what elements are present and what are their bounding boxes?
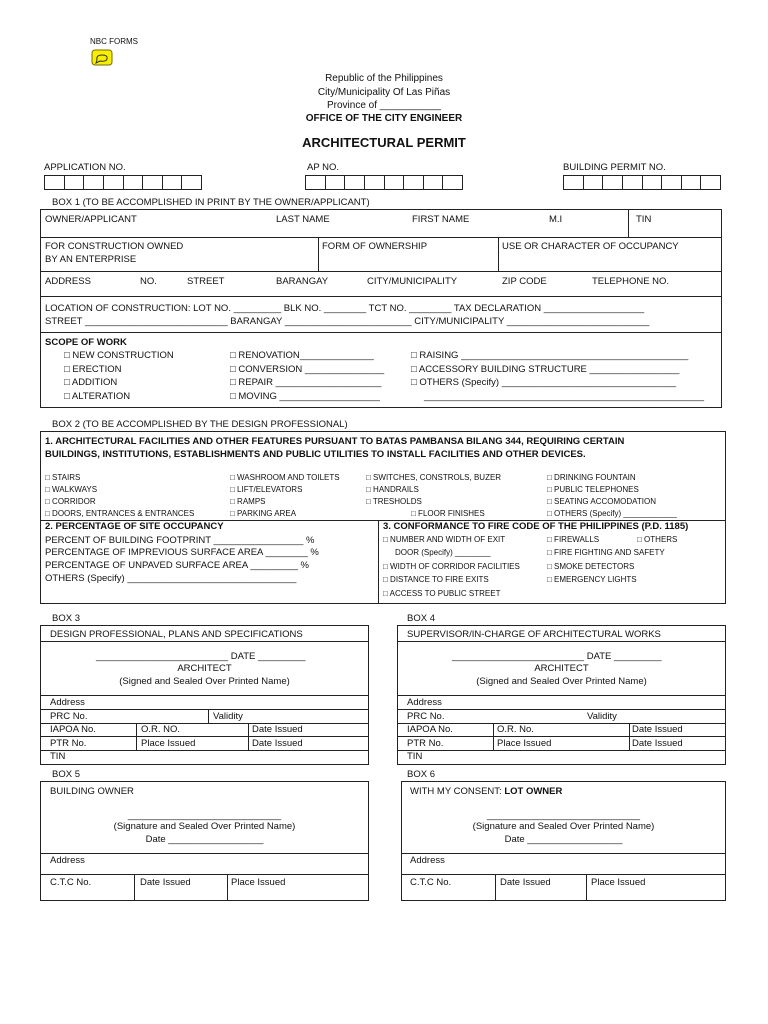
facility-washroom[interactable]: □ WASHROOM AND TOILETS (230, 473, 340, 482)
street-label[interactable]: STREET (187, 276, 225, 287)
facility-walkways[interactable]: □ WALKWAYS (45, 485, 98, 494)
box3-architect: ARCHITECT (177, 663, 232, 674)
box4-sign-line[interactable]: _________________________ DATE _________ (452, 651, 662, 662)
ap-no-label: AP NO. (307, 162, 340, 173)
facility-corridor[interactable]: □ CORRIDOR (45, 497, 96, 506)
box3-title: DESIGN PROFESSIONAL, PLANS AND SPECIFICATIONS (50, 629, 303, 640)
scope-new-construction[interactable]: □ NEW CONSTRUCTION (64, 350, 174, 361)
city-municipality-label[interactable]: CITY/MUNICIPALITY (367, 276, 458, 287)
impervious-field[interactable]: PERCENTAGE OF IMPREVIOUS SURFACE AREA ________ % (45, 547, 319, 558)
box1-heading: BOX 1 (TO BE ACCOMPLISHED IN PRINT BY THE OWNER/APPLICANT) (52, 197, 370, 208)
fire-firewalls[interactable]: □ FIREWALLS (547, 535, 600, 544)
scope-accessory[interactable]: □ ACCESSORY BUILDING STRUCTURE _________________ (411, 364, 680, 375)
box4-title: SUPERVISOR/IN-CHARGE OF ARCHITECTURAL WORKS (407, 629, 661, 640)
mi-label[interactable]: M.I (549, 214, 563, 225)
box3-or-no[interactable]: O.R. NO. (141, 724, 181, 735)
zip-code-label[interactable]: ZIP CODE (502, 276, 547, 287)
box5-date[interactable]: Date __________________ (145, 834, 264, 845)
box5-address[interactable]: Address (50, 855, 85, 866)
box4-iapoa-no[interactable]: IAPOA No. (407, 724, 453, 735)
section2-title: 2. PERCENTAGE OF SITE OCCUPANCY (45, 521, 224, 532)
facility-floor-finishes[interactable]: □ FLOOR FINISHES (411, 509, 485, 518)
scope-others[interactable]: □ OTHERS (Specify) _________________________________ (411, 377, 677, 388)
fire-distance-exits[interactable]: □ DISTANCE TO FIRE EXITS (383, 575, 489, 584)
box5-label: BOX 5 (52, 769, 80, 780)
office-text: OFFICE OF THE CITY ENGINEER (305, 113, 463, 124)
section3-title: 3. CONFORMANCE TO FIRE CODE OF THE PHILIPPINES (P.D. 1185) (383, 521, 689, 532)
box2-heading: BOX 2 (TO BE ACCOMPLISHED BY THE DESIGN PROFESSIONAL) (52, 419, 348, 430)
facility-handrails[interactable]: □ HANDRAILS (366, 485, 419, 494)
box5-ctc-no[interactable]: C.T.C No. (50, 877, 92, 888)
fire-exit-number[interactable]: □ NUMBER AND WIDTH OF EXIT (383, 535, 506, 544)
box3-prc-no[interactable]: PRC No. (50, 711, 88, 722)
box6-label: BOX 6 (407, 769, 435, 780)
use-character-label[interactable]: USE OR CHARACTER OF OCCUPANCY (502, 241, 679, 252)
location-line[interactable]: LOCATION OF CONSTRUCTION: LOT NO. _________ BLK NO. ________ TCT NO. ________ TAX DECLARATION ___________________ (45, 303, 645, 314)
fire-smoke-detectors[interactable]: □ SMOKE DETECTORS (547, 562, 635, 571)
construction-owned-label: FOR CONSTRUCTION OWNED (45, 241, 184, 252)
others-specify-field[interactable]: OTHERS (Specify) ________________________________ (45, 573, 297, 584)
fire-door-specify[interactable]: DOOR (Specify) ________ (395, 548, 491, 557)
scope-renovation[interactable]: □ RENOVATION______________ (230, 350, 374, 361)
fire-access-street[interactable]: □ ACCESS TO PUBLIC STREET (383, 589, 501, 598)
box6-address[interactable]: Address (410, 855, 445, 866)
box6-sign-line[interactable]: _____________________________ (486, 810, 641, 821)
facility-ramps[interactable]: □ RAMPS (230, 497, 266, 506)
box6-place-issued[interactable]: Place Issued (591, 877, 646, 888)
facility-seating[interactable]: □ SEATING ACCOMODATION (547, 497, 656, 506)
box4-prc-no[interactable]: PRC No. (407, 711, 445, 722)
box6-signature: (Signature and Sealed Over Printed Name) (472, 821, 655, 832)
box3-ptr-no[interactable]: PTR No. (50, 738, 87, 749)
facility-doors[interactable]: □ DOORS, ENTRANCES & ENTRANCES (45, 509, 195, 518)
tin-label[interactable]: TIN (636, 214, 652, 225)
facility-lift[interactable]: □ LIFT/ELEVATORS (230, 485, 303, 494)
owner-applicant-label: OWNER/APPLICANT (45, 214, 137, 225)
box4-address[interactable]: Address (407, 697, 442, 708)
last-name-label[interactable]: LAST NAME (276, 214, 330, 225)
box5-place-issued[interactable]: Place Issued (231, 877, 286, 888)
scope-moving[interactable]: □ MOVING ___________________ (230, 391, 380, 402)
republic-text: Republic of the Philippines (325, 73, 443, 84)
box3-label: BOX 3 (52, 613, 80, 624)
footprint-field[interactable]: PERCENT OF BUILDING FOOTPRINT _________________ % (45, 535, 315, 546)
province-text: Province of ___________ (327, 100, 441, 111)
box4-ptr-no[interactable]: PTR No. (407, 738, 444, 749)
box3-signed: (Signed and Sealed Over Printed Name) (119, 676, 290, 687)
box3-validity[interactable]: Validity (213, 711, 243, 722)
box4-label: BOX 4 (407, 613, 435, 624)
facility-parking[interactable]: □ PARKING AREA (230, 509, 297, 518)
scope-blank-line[interactable]: _____________________________________________________ (424, 391, 705, 402)
box4-tin[interactable]: TIN (407, 751, 423, 762)
first-name-label[interactable]: FIRST NAME (412, 214, 470, 225)
building-permit-no-input[interactable] (563, 175, 721, 190)
facility-drinking-fountain[interactable]: □ DRINKING FOUNTAIN (547, 473, 636, 482)
box5-signature: (Signature and Sealed Over Printed Name) (113, 821, 296, 832)
box6-date-issued[interactable]: Date Issued (500, 877, 551, 888)
box6-date[interactable]: Date __________________ (504, 834, 623, 845)
application-no-input[interactable] (44, 175, 202, 190)
fire-emergency-lights[interactable]: □ EMERGENCY LIGHTS (547, 575, 637, 584)
facility-others[interactable]: □ OTHERS (Specify) ____________ (547, 509, 677, 518)
ap-no-input[interactable] (305, 175, 463, 190)
building-permit-no-label: BUILDING PERMIT NO. (563, 162, 666, 173)
box6-ctc-no[interactable]: C.T.C No. (410, 877, 452, 888)
facility-public-telephones[interactable]: □ PUBLIC TELEPHONES (547, 485, 639, 494)
scope-repair[interactable]: □ REPAIR ____________________ (230, 377, 382, 388)
application-no-label: APPLICATION NO. (44, 162, 126, 173)
scope-alteration[interactable]: □ ALTERATION (64, 391, 131, 402)
comment-icon[interactable] (91, 49, 113, 71)
box3-sign-line[interactable]: _________________________ DATE _________ (96, 651, 306, 662)
section1-line1: 1. ARCHITECTURAL FACILITIES AND OTHER FEATURES PURSUANT TO BATAS PAMBANSA BILANG 344, REQUIRING CERTAIN (45, 436, 625, 447)
page-title: ARCHITECTURAL PERMIT (302, 135, 466, 150)
fire-fighting[interactable]: □ FIRE FIGHTING AND SAFETY (547, 548, 665, 557)
scope-addition[interactable]: □ ADDITION (64, 377, 118, 388)
box3-date-issued[interactable]: Date Issued (252, 724, 303, 735)
barangay-label[interactable]: BARANGAY (276, 276, 329, 287)
box3-tin[interactable]: TIN (50, 751, 66, 762)
scope-raising[interactable]: □ RAISING ___________________________________________ (411, 350, 689, 361)
scope-conversion[interactable]: □ CONVERSION _______________ (230, 364, 385, 375)
section1-line2: BUILDINGS, INSTITUTIONS, ESTABLISHMENTS AND PUBLIC UTILITIES TO INSTALL FACILITIES AND OTHER DEVICES. (45, 449, 586, 460)
box5-title: BUILDING OWNER (50, 786, 134, 797)
city-text: City/Municipality Of Las Piñas (317, 87, 451, 98)
form-of-ownership-label[interactable]: FORM OF OWNERSHIP (322, 241, 428, 252)
box3-ptr-date-issued[interactable]: Date Issued (252, 738, 303, 749)
facility-tresholds[interactable]: □ TRESHOLDS (366, 497, 422, 506)
box4-date-issued[interactable]: Date Issued (632, 724, 683, 735)
box5-sign-line[interactable]: _____________________________ (127, 810, 282, 821)
street-line[interactable]: STREET ___________________________ BARANGAY ________________________ CITY/MUNICIPALITY ___________________________ (45, 316, 650, 327)
box4-ptr-date-issued[interactable]: Date Issued (632, 738, 683, 749)
by-enterprise-label: BY AN ENTERPRISE (45, 254, 137, 265)
box6-title: WITH MY CONSENT: LOT OWNER (410, 786, 563, 797)
telephone-no-label[interactable]: TELEPHONE NO. (592, 276, 670, 287)
unpaved-field[interactable]: PERCENTAGE OF UNPAVED SURFACE AREA _________ % (45, 560, 309, 571)
fire-corridor-width[interactable]: □ WIDTH OF CORRIDOR FACILITIES (383, 562, 520, 571)
box4-architect: ARCHITECT (534, 663, 589, 674)
fire-others[interactable]: □ OTHERS (637, 535, 678, 544)
facility-switches[interactable]: □ SWITCHES, CONSTROLS, BUZER (366, 473, 502, 482)
facility-stairs[interactable]: □ STAIRS (45, 473, 81, 482)
scope-title: SCOPE OF WORK (45, 337, 127, 348)
scope-erection[interactable]: □ ERECTION (64, 364, 122, 375)
box4-or-no[interactable]: O.R. No. (497, 724, 534, 735)
box4-place-issued[interactable]: Place Issued (497, 738, 552, 749)
box4-validity[interactable]: Validity (587, 711, 617, 722)
box3-address[interactable]: Address (50, 697, 85, 708)
address-label: ADDRESS (45, 276, 91, 287)
no-label[interactable]: NO. (140, 276, 157, 287)
box4-signed: (Signed and Sealed Over Printed Name) (476, 676, 647, 687)
nbc-forms-label: NBC FORMS (90, 37, 138, 46)
box5-date-issued[interactable]: Date Issued (140, 877, 191, 888)
box3-iapoa-no[interactable]: IAPOA No. (50, 724, 96, 735)
box3-place-issued[interactable]: Place Issued (141, 738, 196, 749)
